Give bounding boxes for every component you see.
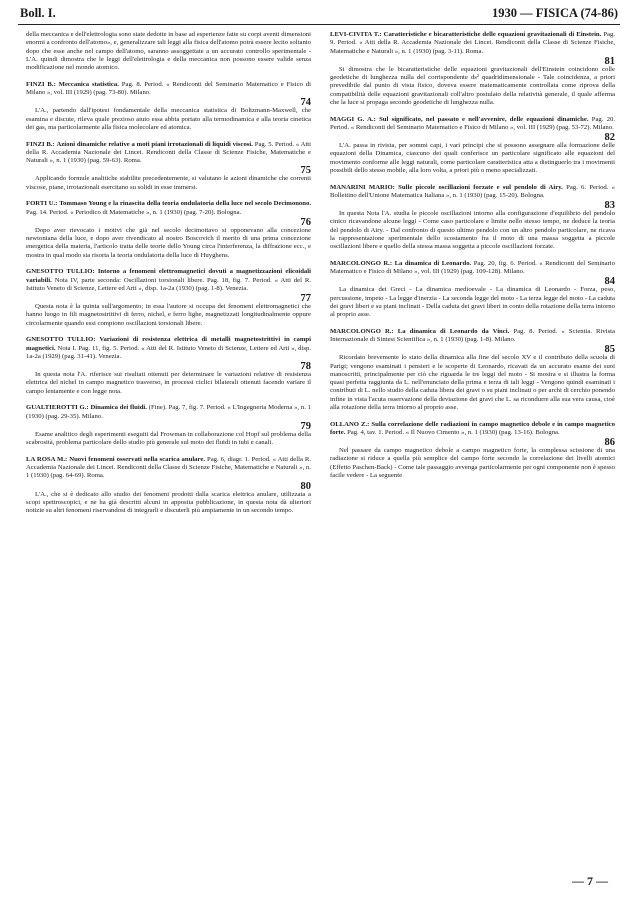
bibliography-entry [26,81,311,132]
bibliography-entry [26,336,311,396]
entry-heading [330,421,615,438]
entry-number: 85 [604,344,615,356]
entry-summary: In questa nota l'A. riferisce sui risultati ottenuti per determinare le variazioni relative di resistenza elettrica del nichel in campo magnetico trasverso, in processi ciclici bilaterali ottenuti facendo variare il campo lentamente e con legge nota. [26,371,311,395]
entry-citation: Pag. 6. Period. « Bollettino dell'Unione Matematica Italiana », n. 1 (1930) (pag. 15-20). Bologna. [330,183,616,199]
entry-title: Meccanica statistica. [58,80,119,88]
entry-heading [26,268,311,293]
entry-heading [330,260,615,277]
bibliography-entry [330,184,615,252]
entry-title: La dinamica di Leonardo. [394,259,472,267]
entry-summary: Ricordato brevemente lo stato della dinamica alla fine del secolo XV e il contributo della scuola di Parigi; vengono esaminati i pensieri e le scoperte di Leonardo, ricavati da un accurato esame dei suoi manoscritti, principalmente per ciò che riguarda le tre leggi del moto - Si mostra e si illustra la forma quasi perfetta raggiunta da L. nell'enunciato della prima e terza di tali leggi - Vengono quindi esaminati i contributi di L. nello studio della caduta libera dei gravi o su piani inclinati o per archi di cerchio ponendo infine in vista l'acuta osservazione della deviazione dei gravi che L. sa ricondurre alla sua vera causa, cioè alla rotazione della terra intorno al proprio asse. [330,354,615,411]
bibliography-entry [330,116,615,176]
section-label: 1930 — FISICA (74-86) [491,6,618,20]
bibliography-entry [26,141,311,192]
entry-summary: Esame analitico degli esperimenti eseguiti dal Frowman in collaborazione col Hopf sul problema della scabrosità, problema particolare dello studio più generale sul moto dei fluidi in tubi e canali. [26,430,311,446]
entry-heading [26,200,311,217]
entry-number: 84 [604,276,615,288]
entry-author: LA ROSA M.: [26,455,68,463]
entry-title: La dinamica di Leonardo da Vinci. [397,327,510,335]
entry-summary: Applicando formule analitiche stabilite precedentemente, si valutano le azioni dinamiche che correnti viscose, piane, irrotazionali esercitano su solidi in esse immersi. [26,175,311,191]
right-column [330,31,615,489]
entry-author: OLLANO Z.: [330,420,370,428]
entry-number: 74 [300,97,311,109]
entry-author: GNESOTTO TULLIO: [26,336,96,344]
entry-author: MANARINI MARIO: [330,183,395,191]
entry-summary: Questa nota è la quinta sull'argomento; in essa l'autore si occupa dei fenomeni elettromagnetici che hanno luogo in fili magnetostrittivi di ferro, nichel, e ferro lighe, magnetizzati longitudinalmente oppure circolarmente quando essi compiono oscillazioni torsionali libere. [26,303,311,327]
bibliography-entry [330,31,615,107]
entry-author: GNESOTTO TULLIO: [26,268,95,276]
entry-heading [26,456,311,481]
entry-heading [330,328,615,345]
bibliography-entry [26,200,311,260]
entry-citation: Pag. 8. Period. « Scientia. Rivista Internazionale di Sintesi Scientifica », n. 1 (1930) (pag. 1-8). Milano. [330,327,615,343]
entry-title: Azioni dinamiche relative a moti piani irrotazionali di liquidi viscosi. [56,140,253,148]
bibliography-entry [26,268,311,328]
bibliography-entry [26,456,311,516]
entry-citation: Pag. 6, diagr. 1. Period. « Atti della R. Accademia Nazionale dei Lincei. Rendiconti della Classe di Scienze Fisiche, Matematiche e Naturali », n. 1 (1930) (pag. 64-69). Roma. [26,455,312,480]
bibliography-entry [330,328,615,412]
entry-number: 86 [604,437,615,448]
entry-author: MARCOLONGO R.: [330,327,394,335]
continued-text: della meccanica e dell'elettrologia sono state dedotte in base ad esperienze fatte su corpi aventi dimensioni enormi a confronto dell'atomo», e, generalizzare tali leggi alla fisica dell'atomo potrà essere lecito soltanto dopo che esse anche nel campo dell'atomo, saranno assoggettate a un accurato controllo sperimentale - L'A. quindi dimostra che le leggi dell'elettrologia e della meccanica non possono essere valide senza modificazione nel mondo atomico. [26,31,311,71]
bibliography-entry [330,260,615,320]
entry-number: 78 [300,361,311,372]
bibliography-entry [330,421,615,481]
page-number: — 7 — [572,874,608,888]
entry-summary: L'A., partendo dall'ipotesi fondamentale della meccanica statistica di Boltzmann-Maxwell, che esamina e discute, rileva quale prezioso aiuto essa abbia portato alla termodinamica e alla teoria cinetica dei gas, ma particolarmente alla fisica molecolare ed atomica. [26,107,311,131]
entry-heading [26,141,311,166]
left-column [26,31,311,524]
entry-citation: Pag. 8. Period. « Rendiconti del Seminario Matematico e Fisico di Milano », vol. III (1929) (pag. 73-80). Milano. [26,80,311,96]
entry-author: MAGGI G. A.: [330,115,376,123]
entry-number: 80 [300,480,311,492]
entry-number: 77 [300,293,311,304]
bibliography-entry [26,404,311,447]
bulletin-label: Boll. I. [20,6,56,20]
entry-number: 75 [300,165,311,177]
entry-heading [330,184,615,201]
entry-author: LEVI-CIVITA T.: [330,31,382,38]
entry-title: Intorno a fenomeni elettromagnetici dovuti a magnetizzazioni elicoidali variabili. [26,268,311,284]
entry-citation: Pag. 9. Period. « Atti della R. Accademia Nazionale dei Lincei. Rendiconti della Classe di Scienze Fisiche, Matematiche e Naturali », n. 1 (1930) (pag. 3-11). Roma. [330,31,616,55]
entry-author: FINZI B.: [26,80,56,88]
entry-heading [26,336,311,361]
entry-summary: L'A., che si è dedicato allo studio dei fenomeni prodotti dalla scarica elettrica anulare, utilizzata a scopi spettroscopici, e ne ha già descritti alcuni in apposita pubblicazione, in questa nota dà ulteriori notizie su altri fenomeni riservandosi di integrarli e discuterli più ampiamente in un secondo tempo. [26,490,311,514]
entry-title: Sul significato, nel passato e nell'avvenire, delle equazioni dinamiche. [379,115,589,123]
entry-author: GUALTIEROTTI G.: [26,404,89,412]
entry-title: Variazioni di resistenza elettrica di metalli magnetostrittivi in campi magnetici. [26,336,312,352]
entry-heading [330,31,615,56]
entry-summary: L'A. passa in rivista, per sommi capi, i vari principi che si possono assegnare alla formazione delle equazioni della Dinamica, ciascuno dei quali conferisce un particolare significato alle equazioni del movimento conforme alle leggi naturali, come particolare caratteristica atta a distinguerlo tra i movimenti possibili dello stesso mobile, alla loro volta, a priori più o meno specializzati. [330,142,615,174]
entry-number: 83 [604,200,615,211]
entry-summary: La dinamica dei Greci - La dinamica medioevale - La dinamica di Leonardo - Forza, peso, percussione, impeto - La legge d'inerzia - La seconda legge del moto - La terza legge del moto - La caduta dei gravi liberi e su piani inclinati - Della caduta dei gravi liberi in conto della rotazione della terra intorno al proprio asse. [330,286,615,318]
entry-number: 79 [300,420,311,432]
entry-citation: Nota I. Pag. 11, fig. 5. Period. « Atti del R. Istituto Veneto di Scienze, Lettere ed Arti », disp. 1a-2a (1929) (pag. 31-41). Venezia. [26,344,311,360]
entry-citation: Pag. 20. Period. « Rendiconti del Seminario Matematico e Fisico di Milano », vol. III (1929) (pag. 53-72). Milano. [330,115,616,131]
entry-heading [26,81,311,98]
entry-heading [26,404,311,421]
entry-citation: Pag. 20, fig. 6. Period. « Rendiconti del Seminario Matematico e Fisico di Milano », vol. III (1929) (pag. 109-128). Milano. [330,259,616,275]
entry-citation: Pag. 14. Period. « Periodico di Matematiche », n. 1 (1930) (pag. 7-20). Bologna. [26,208,242,216]
entry-title: Caratteristiche e bicaratteristiche delle equazioni gravitazionali di Einstein. [383,31,602,38]
entry-citation: Pag. 5. Period. « Atti della R. Accademia Nazionale dei Lincei. Rendiconti della Classe di Scienze Fisiche, Matematiche e Naturali », n. 1 (1930) (pag. 59-63). Roma. [26,140,312,164]
entry-number: 76 [300,216,311,228]
entry-citation: Nota IV, parte seconda: Oscillazioni torsionali libere. Pag. 18, fig. 7. Period. « Atti del R. Istituto Veneto di Scienze, Lettere ed Arti », disp. 1a-2a (1930) (pag. 1-8). Venezia. [26,276,312,292]
entry-title: Sulle piccole oscillazioni forzate e sul pendolo di Airy. [398,183,563,191]
entry-summary: Si dimostra che le bicaratteristiche delle equazioni gravitazionali dell'Einstein coincidono colle geodetiche di lunghezza nulla del corrispondente ds² quadridimensionale - Tale coincidenza, a priori prevedibile dal punto di vista fisico, doveva essere matematicamente controllata come riprova della compatibilità delle equazioni gravitazionali coll'altro postulato della relatività generale, il quale afferma che la luce si propaga secondo geodetiche di lunghezza nulla. [330,65,615,106]
entry-title: Dinamica dei fluidi. [90,404,147,412]
entry-summary: Dopo aver rievocato i motivi che già nel secolo decimottavo si opponevano alla concezione newtoniana della luce, e dopo aver rivendicato al nostro Boscovich il merito di una prima concezione energetica della materia, l'articolo tratta delle teorie dello Young circa l'interferenza, la diffrazione ecc., e mostra in qual modo sia risorta la teoria ondulatoria della luce di Huyghens. [26,226,311,259]
entry-heading [330,116,615,133]
entry-number: 81 [604,55,615,67]
entry-number: 82 [604,132,615,143]
entry-title: Tommaso Young e la rinascita della teoria ondulatoria della luce nel secolo Decimonono. [59,200,312,208]
header-rule [18,24,620,25]
entry-summary: Nel passare da campo magnetico debole a campo magnetico forte, la complessa scissione di una radiazione si riduce a quella più semplice del campo forte secondo la correlazione dei livelli atomici (Effetto Paschen-Back) - Come tale passaggio avvenga particolarmente per ogni componente non è spesso facile vedere - La seguente [330,447,615,479]
entry-author: FINZI B.: [26,140,55,148]
entry-author: MARCOLONGO R.: [330,259,393,267]
entry-citation: (Fine). Pag. 7, fig. 7. Period. « L'Ingegneria Moderna », n. 1 (1930) (pag. 29-35). Milano. [26,404,312,420]
entry-citation: Pag. 4, tav. 1. Period. « Il Nuovo Cimento », n. 1 (1930) (pag. 13-16). Bologna. [347,428,560,436]
entry-title: Sulla correlazione delle radiazioni in campo magnetico debole e in campo magnetico forte. [330,420,615,436]
running-header [20,6,618,26]
entry-author: FORTI U.: [26,200,58,208]
entry-summary: In questa Nota l'A. studia le piccole oscillazioni intorno alla configurazione d'equilibrio del pendolo cinico ricavandone alcune leggi - Come caso particolare e limite nello stesso tempo, ne deduce la teoria del pendolo di Airy. - Dal confronto di questo ultimo pendolo con un altro pendolo particolare, ne ricava la rappresentazione sperimentale dello scostamento fra il moto di una massa soggetta a piccole oscillazioni libere e quello della stessa massa soggetta a piccole oscillazioni forzate. [330,210,615,250]
entry-title: Nuovi fenomeni osservati nella scarica anulare. [69,455,206,463]
